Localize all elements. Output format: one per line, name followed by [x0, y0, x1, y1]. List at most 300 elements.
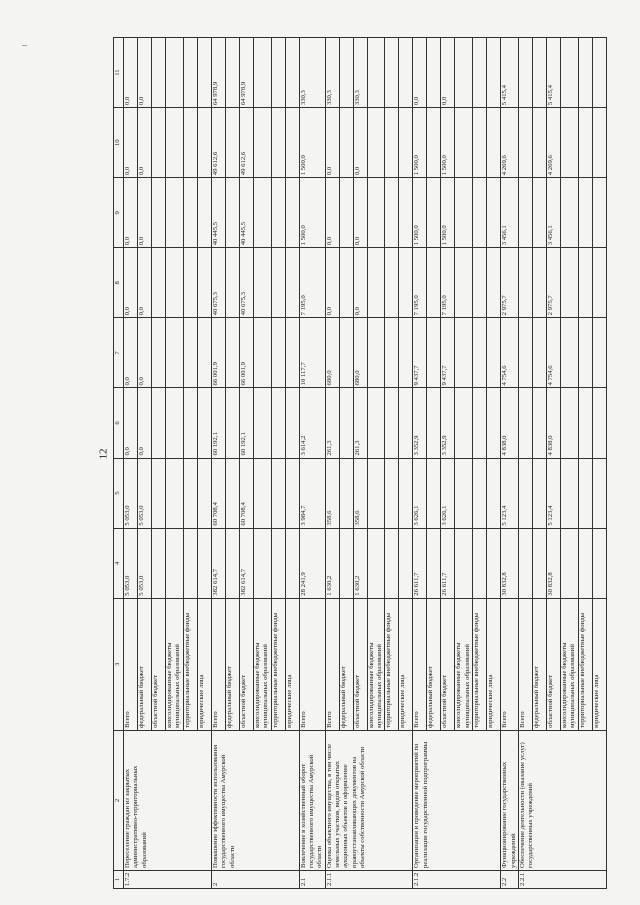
value-cell: [399, 528, 413, 598]
value-cell: 358,6: [325, 458, 339, 528]
funding-source: областной бюджет: [239, 598, 253, 730]
value-cell: [152, 108, 166, 178]
value-cell: [427, 38, 441, 108]
value-cell: [592, 178, 606, 248]
value-cell: 261,3: [325, 388, 339, 458]
value-cell: 0,0: [124, 108, 138, 178]
value-cell: [197, 178, 211, 248]
funding-source: территориальные внебюджетные фонды: [385, 598, 399, 730]
header-cell: 4: [114, 528, 124, 598]
value-cell: [183, 388, 197, 458]
value-cell: [518, 108, 532, 178]
value-cell: 3 984,7: [299, 458, 325, 528]
header-cell: 9: [114, 178, 124, 248]
value-cell: [285, 528, 299, 598]
value-cell: [339, 318, 353, 388]
value-cell: [367, 388, 385, 458]
funding-source: Всего: [299, 598, 325, 730]
value-cell: [271, 38, 285, 108]
value-cell: [487, 318, 501, 388]
value-cell: [532, 248, 546, 318]
value-cell: 0,0: [413, 38, 427, 108]
value-cell: [166, 38, 184, 108]
table-row: [299, 38, 325, 889]
value-cell: [166, 318, 184, 388]
value-cell: [253, 388, 271, 458]
value-cell: [560, 458, 578, 528]
budget-table: [113, 37, 607, 889]
value-cell: [225, 388, 239, 458]
value-cell: [532, 528, 546, 598]
value-cell: [560, 318, 578, 388]
value-cell: [339, 108, 353, 178]
value-cell: [385, 248, 399, 318]
funding-source: федеральный бюджет: [225, 598, 239, 730]
funding-source: консолидированные бюджеты муниципальных образований: [560, 598, 578, 730]
value-cell: 0,0: [124, 248, 138, 318]
value-cell: 3 456,1: [501, 178, 519, 248]
value-cell: [518, 458, 532, 528]
table-row: [518, 38, 532, 889]
value-cell: [183, 318, 197, 388]
section-name: Организация и проведение мероприятий по реализации государственной подпрограммы: [413, 730, 501, 870]
value-cell: 330,3: [299, 38, 325, 108]
value-cell: [399, 248, 413, 318]
value-cell: [197, 458, 211, 528]
value-cell: 10 117,7: [299, 318, 325, 388]
value-cell: [285, 108, 299, 178]
value-cell: [578, 248, 592, 318]
value-cell: 0,0: [138, 388, 152, 458]
value-cell: 5 123,4: [501, 458, 519, 528]
value-cell: [197, 248, 211, 318]
value-cell: [166, 178, 184, 248]
header-cell: 10: [114, 108, 124, 178]
value-cell: [225, 248, 239, 318]
value-cell: 5 053,0: [124, 528, 138, 598]
value-cell: 0,0: [441, 38, 455, 108]
value-cell: [487, 178, 501, 248]
value-cell: 60 192,1: [211, 388, 225, 458]
value-cell: [473, 388, 487, 458]
value-cell: 0,0: [353, 248, 367, 318]
value-cell: [592, 458, 606, 528]
value-cell: [560, 388, 578, 458]
value-cell: [518, 38, 532, 108]
value-cell: 358,6: [353, 458, 367, 528]
value-cell: 1 500,0: [413, 178, 427, 248]
value-cell: 382 614,7: [239, 528, 253, 598]
funding-source: областной бюджет: [441, 598, 455, 730]
value-cell: [367, 178, 385, 248]
value-cell: 0,0: [325, 108, 339, 178]
value-cell: [367, 248, 385, 318]
value-cell: 0,0: [124, 38, 138, 108]
funding-source: юридические лица: [285, 598, 299, 730]
table-row: [325, 38, 339, 889]
funding-source: территориальные внебюджетные фонды: [271, 598, 285, 730]
value-cell: [592, 248, 606, 318]
value-cell: 3 614,2: [299, 388, 325, 458]
funding-source: юридические лица: [487, 598, 501, 730]
value-cell: 0,0: [325, 178, 339, 248]
value-cell: [592, 38, 606, 108]
value-cell: [285, 178, 299, 248]
value-cell: 4 269,6: [501, 108, 519, 178]
value-cell: 0,0: [138, 38, 152, 108]
value-cell: [197, 38, 211, 108]
table-body: [124, 38, 607, 889]
section-name: Оценка объектного имущества, в том числе земельных участков, видов открытых аукционных объектов и оформление правоустанавливающих документов на объекты собственности Амурской области: [325, 730, 413, 870]
value-cell: [532, 38, 546, 108]
value-cell: [473, 318, 487, 388]
value-cell: [399, 318, 413, 388]
value-cell: [183, 108, 197, 178]
value-cell: [253, 458, 271, 528]
value-cell: [518, 318, 532, 388]
section-name: Повышение эффективности использования государственного имущества Амурской области: [211, 730, 299, 870]
funding-source: областной бюджет: [152, 598, 166, 730]
value-cell: [339, 178, 353, 248]
value-cell: [578, 458, 592, 528]
value-cell: 3 352,9: [441, 388, 455, 458]
value-cell: [487, 38, 501, 108]
value-cell: [592, 318, 606, 388]
header-cell: 6: [114, 388, 124, 458]
value-cell: 28 241,9: [299, 528, 325, 598]
value-cell: 3 456,1: [546, 178, 560, 248]
value-cell: [592, 388, 606, 458]
value-cell: [455, 458, 473, 528]
value-cell: [473, 108, 487, 178]
value-cell: [385, 458, 399, 528]
section-number: 2.1: [299, 870, 325, 888]
value-cell: [560, 528, 578, 598]
value-cell: [253, 178, 271, 248]
value-cell: [455, 318, 473, 388]
header-cell: 11: [114, 38, 124, 108]
value-cell: 1 500,0: [413, 108, 427, 178]
value-cell: [253, 528, 271, 598]
value-cell: 4 754,6: [546, 318, 560, 388]
funding-source: консолидированные бюджеты муниципальных образований: [166, 598, 184, 730]
value-cell: [532, 388, 546, 458]
value-cell: [152, 248, 166, 318]
value-cell: 2 975,7: [546, 248, 560, 318]
header-cell: 3: [114, 598, 124, 730]
value-cell: [285, 388, 299, 458]
value-cell: [271, 178, 285, 248]
value-cell: 4 838,0: [501, 388, 519, 458]
header-cell: 2: [114, 730, 124, 870]
value-cell: 9 437,7: [413, 318, 427, 388]
value-cell: 0,0: [138, 248, 152, 318]
funding-source: областной бюджет: [546, 598, 560, 730]
value-cell: 330,3: [325, 38, 339, 108]
value-cell: [399, 108, 413, 178]
header-cell: 8: [114, 248, 124, 318]
value-cell: 0,0: [138, 108, 152, 178]
value-cell: 4 754,6: [501, 318, 519, 388]
value-cell: 7 195,0: [413, 248, 427, 318]
value-cell: [339, 458, 353, 528]
value-cell: 0,0: [124, 388, 138, 458]
value-cell: [455, 178, 473, 248]
value-cell: [592, 528, 606, 598]
value-cell: [253, 38, 271, 108]
value-cell: 382 614,7: [211, 528, 225, 598]
value-cell: [487, 528, 501, 598]
value-cell: 26 611,7: [413, 528, 427, 598]
funding-source: Всего: [413, 598, 427, 730]
value-cell: [225, 108, 239, 178]
value-cell: [367, 38, 385, 108]
value-cell: 330,3: [353, 38, 367, 108]
value-cell: [166, 388, 184, 458]
table-row: [413, 38, 427, 889]
funding-source: территориальные внебюджетные фонды: [473, 598, 487, 730]
value-cell: [166, 108, 184, 178]
value-cell: [427, 388, 441, 458]
value-cell: [197, 528, 211, 598]
value-cell: [487, 388, 501, 458]
value-cell: [183, 178, 197, 248]
value-cell: 40 675,3: [211, 248, 225, 318]
table-row: [501, 38, 519, 889]
value-cell: [339, 528, 353, 598]
value-cell: 0,0: [138, 178, 152, 248]
value-cell: [560, 248, 578, 318]
value-cell: [225, 178, 239, 248]
value-cell: 60 708,4: [211, 458, 225, 528]
value-cell: [197, 388, 211, 458]
value-cell: [225, 528, 239, 598]
value-cell: [285, 248, 299, 318]
value-cell: [285, 38, 299, 108]
value-cell: 5 053,0: [138, 528, 152, 598]
value-cell: 2 975,7: [501, 248, 519, 318]
value-cell: [518, 178, 532, 248]
funding-source: территориальные внебюджетные фонды: [183, 598, 197, 730]
value-cell: 64 978,9: [239, 38, 253, 108]
funding-source: консолидированные бюджеты муниципальных образований: [367, 598, 385, 730]
value-cell: [285, 458, 299, 528]
page-number: 12: [97, 448, 110, 460]
funding-source: Всего: [325, 598, 339, 730]
value-cell: 1 630,2: [353, 528, 367, 598]
value-cell: [183, 528, 197, 598]
value-cell: [399, 388, 413, 458]
value-cell: [427, 248, 441, 318]
value-cell: [578, 178, 592, 248]
funding-source: территориальные внебюджетные фонды: [578, 598, 592, 730]
header-cell: 5: [114, 458, 124, 528]
value-cell: [367, 108, 385, 178]
value-cell: [197, 318, 211, 388]
value-cell: 1 630,2: [325, 528, 339, 598]
value-cell: 64 978,9: [211, 38, 225, 108]
value-cell: [399, 458, 413, 528]
value-cell: [578, 528, 592, 598]
funding-source: Всего: [124, 598, 138, 730]
value-cell: 0,0: [138, 318, 152, 388]
value-cell: [578, 108, 592, 178]
section-name: Функционирование государственных учреждений: [501, 730, 519, 870]
value-cell: 26 611,7: [441, 528, 455, 598]
value-cell: [385, 178, 399, 248]
value-cell: [473, 528, 487, 598]
value-cell: [399, 38, 413, 108]
value-cell: 4 269,6: [546, 108, 560, 178]
value-cell: [339, 248, 353, 318]
header-cell: 1: [114, 870, 124, 888]
value-cell: [271, 108, 285, 178]
value-cell: [473, 248, 487, 318]
value-cell: [560, 178, 578, 248]
value-cell: [271, 318, 285, 388]
value-cell: 49 612,6: [211, 108, 225, 178]
value-cell: [518, 388, 532, 458]
value-cell: 3 626,1: [413, 458, 427, 528]
value-cell: [152, 38, 166, 108]
value-cell: [367, 318, 385, 388]
value-cell: 66 001,9: [239, 318, 253, 388]
value-cell: [253, 318, 271, 388]
value-cell: 30 832,8: [501, 528, 519, 598]
value-cell: 0,0: [325, 248, 339, 318]
funding-source: Всего: [501, 598, 519, 730]
section-number: 2.1.1: [325, 870, 413, 888]
value-cell: [367, 458, 385, 528]
section-number: 2.2.1: [518, 870, 606, 888]
funding-source: консолидированные бюджеты муниципальных образований: [253, 598, 271, 730]
value-cell: [578, 318, 592, 388]
value-cell: [385, 318, 399, 388]
value-cell: 0,0: [353, 178, 367, 248]
value-cell: 60 192,1: [239, 388, 253, 458]
value-cell: [152, 528, 166, 598]
corner-mark: –: [22, 40, 27, 51]
value-cell: 30 832,8: [546, 528, 560, 598]
value-cell: 40 445,5: [211, 178, 225, 248]
value-cell: [560, 108, 578, 178]
funding-source: юридические лица: [399, 598, 413, 730]
value-cell: [455, 388, 473, 458]
header-row: [114, 38, 124, 889]
value-cell: 3 626,1: [441, 458, 455, 528]
section-number: 2.2: [501, 870, 519, 888]
value-cell: [271, 528, 285, 598]
section-number: 2: [211, 870, 299, 888]
value-cell: [399, 178, 413, 248]
table-row: [124, 38, 138, 889]
value-cell: [427, 108, 441, 178]
value-cell: 1 500,0: [299, 178, 325, 248]
value-cell: [532, 108, 546, 178]
value-cell: 680,0: [325, 318, 339, 388]
value-cell: [455, 38, 473, 108]
value-cell: 40 445,5: [239, 178, 253, 248]
value-cell: [455, 248, 473, 318]
value-cell: [183, 458, 197, 528]
value-cell: [183, 248, 197, 318]
value-cell: 4 838,0: [546, 388, 560, 458]
value-cell: [197, 108, 211, 178]
value-cell: 5 415,4: [501, 38, 519, 108]
table-row: [211, 38, 225, 889]
value-cell: [253, 248, 271, 318]
value-cell: [578, 38, 592, 108]
value-cell: [152, 178, 166, 248]
value-cell: [271, 458, 285, 528]
funding-source: Всего: [211, 598, 225, 730]
value-cell: [152, 388, 166, 458]
value-cell: 5 123,4: [546, 458, 560, 528]
value-cell: [166, 458, 184, 528]
value-cell: 5 415,4: [546, 38, 560, 108]
value-cell: 3 352,9: [413, 388, 427, 458]
value-cell: [473, 38, 487, 108]
value-cell: 49 612,6: [239, 108, 253, 178]
value-cell: [592, 108, 606, 178]
value-cell: 261,3: [353, 388, 367, 458]
funding-source: федеральный бюджет: [427, 598, 441, 730]
value-cell: 7 195,0: [299, 248, 325, 318]
funding-source: юридические лица: [592, 598, 606, 730]
value-cell: [455, 108, 473, 178]
section-name: Вовлечение в хозяйственный оборот государственного имущества Амурской области: [299, 730, 325, 870]
value-cell: [518, 528, 532, 598]
value-cell: [253, 108, 271, 178]
value-cell: 1 500,0: [441, 108, 455, 178]
value-cell: 5 053,0: [124, 458, 138, 528]
value-cell: 66 001,9: [211, 318, 225, 388]
section-name: Обеспечение деятельности (оказание услуг) государственных учреждений: [518, 730, 606, 870]
header-cell: 7: [114, 318, 124, 388]
value-cell: [385, 528, 399, 598]
value-cell: [560, 38, 578, 108]
value-cell: [225, 38, 239, 108]
value-cell: [487, 248, 501, 318]
value-cell: [518, 248, 532, 318]
value-cell: 0,0: [353, 108, 367, 178]
value-cell: [271, 248, 285, 318]
value-cell: [578, 388, 592, 458]
section-number: 1.7.2: [124, 870, 212, 888]
value-cell: [427, 318, 441, 388]
value-cell: [473, 458, 487, 528]
value-cell: [152, 458, 166, 528]
value-cell: 60 708,4: [239, 458, 253, 528]
funding-source: Всего: [518, 598, 532, 730]
value-cell: [385, 108, 399, 178]
value-cell: [427, 528, 441, 598]
section-number: 2.1.2: [413, 870, 501, 888]
value-cell: [166, 528, 184, 598]
value-cell: [532, 178, 546, 248]
value-cell: 0,0: [124, 318, 138, 388]
value-cell: 5 053,0: [138, 458, 152, 528]
value-cell: [455, 528, 473, 598]
value-cell: [271, 388, 285, 458]
value-cell: [385, 388, 399, 458]
section-name: Переселение граждан из закрытых административно-территориальных образований: [124, 730, 212, 870]
value-cell: [532, 458, 546, 528]
funding-source: федеральный бюджет: [532, 598, 546, 730]
funding-source: консолидированные бюджеты муниципальных образований: [455, 598, 473, 730]
funding-source: областной бюджет: [353, 598, 367, 730]
value-cell: 40 675,3: [239, 248, 253, 318]
